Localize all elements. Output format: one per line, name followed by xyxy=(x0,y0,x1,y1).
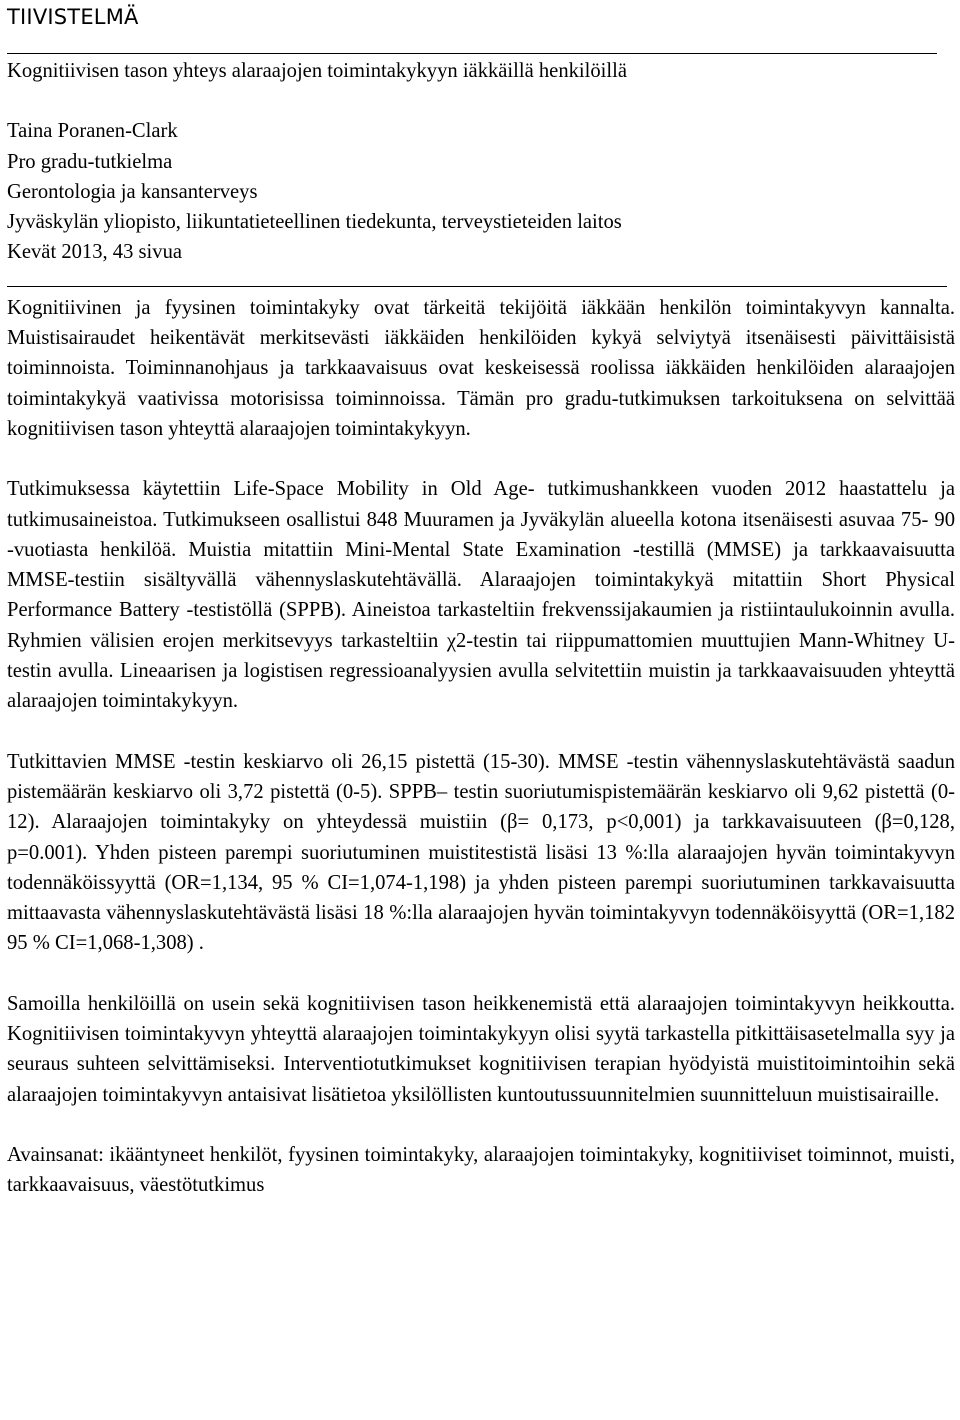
abstract-paragraph-background: Kognitiivinen ja fyysinen toimintakyky ovat tärkeitä tekijöitä iäkkään henkilön toimintakyvyn kannalta. Muistisairaudet heikentävät merkitsevästi iäkkäiden henkilöiden kykyä selviytyä itsenäisesti päivittäisistä toiminnoista. Toiminnanohjaus ja tarkkaavaisuus ovat keskeisessä roolissa iäkkäiden henkilöiden alaraajojen toimintakykyä vaativissa motorisissa toiminnoissa. Tämän pro gradu-tutkimuksen tarkoituksena on selvittää kognitiivisen tason yhteyttä alaraajojen toimintakykyyn. xyxy=(7,296,955,440)
abstract-page xyxy=(7,0,955,1201)
abstract-paragraph-conclusions: Samoilla henkilöillä on usein sekä kognitiivisen tason heikkenemistä että alaraajojen toimintakyvyn heikkoutta. Kognitiivisen toimintakyvyn yhteyttä alaraajojen toimintakykyyn olisi syytä tarkastella pitkittäisasetelmalla syy ja seuraus suhteen selvittämiseksi. Interventiotutkimukset kognitiivisen terapian hyödyistä muistitoimintoihin sekä alaraajojen toimintakyvyn antaisivat lisätietoa yksilöllisten kuntoutussuunnitelmien suunnitteluun muistisairaille. xyxy=(7,992,955,1106)
thesis-title: Kognitiivisen tason yhteys alaraajojen toimintakykyyn iäkkäillä henkilöillä xyxy=(7,60,627,82)
thesis-meta xyxy=(7,116,955,267)
author-name: Taina Poranen-Clark xyxy=(7,120,178,143)
abstract-paragraph-results: Tutkittavien MMSE -testin keskiarvo oli 26,15 pistettä (15-30). MMSE -testin vähennyslaskutehtävästä saadun pistemäärän keskiarvo oli 3,72 pistettä (0-5). SPPB– testin suoriutumispistemäärän keskiarvo oli 9,62 pistettä (0-12). Alaraajojen toimintakyky on yhteydessä muistiin (β= 0,173, p<0,001) ja tarkkavaisuuteen (β=0,128, p=0.001). Yhden pisteen parempi suoriutuminen muistitestistä lisäsi 13 %:lla alaraajojen hyvän toimintakyvyn todennäköissyyttä (OR=1,134, 95 % CI=1,074-1,198) ja yhden pisteen parempi suoriutuminen tarkkavaisuutta mittaavasta vähennyslaskutehtävästä lisäsi 18 %:lla alaraajojen hyvän toimintakyvyn todennäköisyyttä (OR=1,182 95 % CI=1,068-1,308) . xyxy=(7,750,955,955)
divider-top xyxy=(7,53,937,54)
keywords: Avainsanat: ikääntyneet henkilöt, fyysinen toimintakyky, alaraajojen toimintakyky, kognitiiviset toiminnot, muisti, tarkkaavaisuus, väestötutkimus xyxy=(7,1143,955,1197)
subject-field: Gerontologia ja kansanterveys xyxy=(7,180,258,203)
abstract-paragraph-methods: Tutkimuksessa käytettiin Life-Space Mobility in Old Age- tutkimushankkeen vuoden 2012 haastattelu ja tutkimusaineistoa. Tutkimukseen osallistui 848 Muuramen ja Jyväkylän alueella kotona itsenäisesti asuvaa 75- 90 -vuotiasta henkilöä. Muistia mitattiin Mini-Mental State Examination -testillä (MMSE) ja tarkkaavaisuutta MMSE-testiin sisältyvällä vähennyslaskutehtävällä. Alaraajojen toimintakykyä mitattiin Short Physical Performance Battery -testistöllä (SPPB). Aineistoa tarkasteltiin frekvenssijakaumien ja ristiintaulukoinnin avulla. Ryhmien välisien erojen merkitsevyys tarkasteltiin χ2-testin tai riippumattomien muuttujien Mann-Whitney U-testin avulla. Lineaarisen ja logistisen regressioanalyysien avulla selvitettiin muistin ja tarkkaavaisuuden yhteyttä alaraajojen toimintakykyyn. xyxy=(7,478,955,713)
thesis-type: Pro gradu-tutkielma xyxy=(7,150,173,173)
date-pages: Kevät 2013, 43 sivua xyxy=(7,241,183,264)
institution: Jyväskylän yliopisto, liikuntatieteellinen tiedekunta, terveystieteiden laitos xyxy=(7,211,622,234)
page-heading: TIIVISTELMÄ xyxy=(7,5,139,29)
divider-bottom xyxy=(7,286,947,287)
